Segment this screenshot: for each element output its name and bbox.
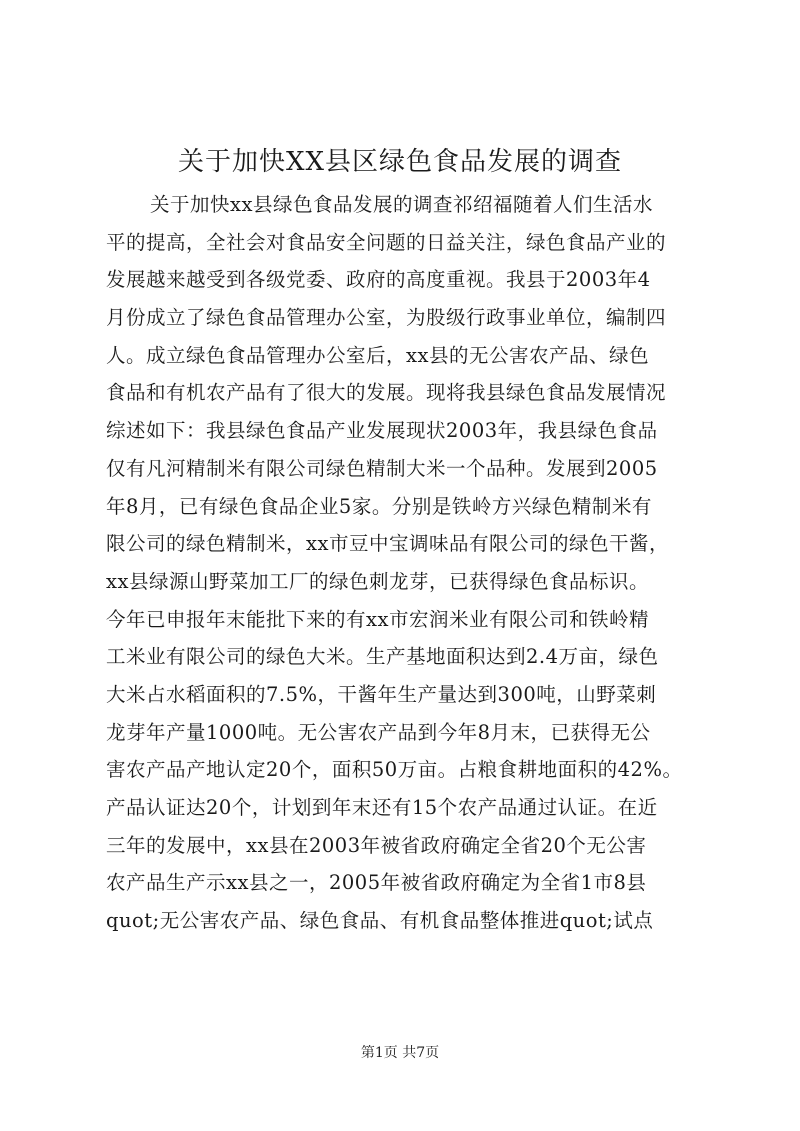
body-line: 限公司的绿色精制米，xx市豆中宝调味品有限公司的绿色干酱， <box>106 532 669 556</box>
body-line: 今年已申报年末能批下来的有xx市宏润米业有限公司和铁岭精 <box>106 607 649 631</box>
body-line: 月份成立了绿色食品管理办公室，为股级行政事业单位，编制四 <box>106 306 667 330</box>
body-line: 综述如下：我县绿色食品产业发展现状2003年，我县绿色食品 <box>106 419 658 443</box>
body-line: 工米业有限公司的绿色大米。生产基地面积达到2.4万亩，绿色 <box>106 645 659 669</box>
body-line: 食品和有机农产品有了很大的发展。现将我县绿色食品发展情况 <box>106 381 667 405</box>
body-line: 平的提高，全社会对食品安全问题的日益关注，绿色食品产业的 <box>106 230 667 254</box>
body-line: xx县绿源山野菜加工厂的绿色刺龙芽，已获得绿色食品标识。 <box>106 569 649 593</box>
body-line: 仅有凡河精制米有限公司绿色精制大米一个品种。发展到2005 <box>106 456 658 480</box>
document-body <box>106 186 706 940</box>
body-line: 发展越来越受到各级党委、政府的高度重视。我县于2003年4 <box>106 268 651 292</box>
body-line: 龙芽年产量1000吨。无公害农产品到今年8月末，已获得无公 <box>106 720 651 744</box>
body-line: 害农产品产地认定20个，面积50万亩。占粮食耕地面积的42%。 <box>106 758 683 782</box>
body-line: 大米占水稻面积的7.5%，干酱年生产量达到300吨，山野菜刺 <box>106 682 657 706</box>
page-number-footer: 第1页 共7页 <box>360 1045 440 1061</box>
body-line: 三年的发展中，xx县在2003年被省政府确定全省20个无公害 <box>106 833 647 857</box>
body-line: quot;无公害农产品、绿色食品、有机食品整体推进quot;试点 <box>106 909 654 933</box>
document-title: 关于加快XX县区绿色食品发展的调查 <box>177 147 623 177</box>
body-line: 人。成立绿色食品管理办公室后，xx县的无公害农产品、绿色 <box>106 343 649 367</box>
body-line: 关于加快xx县绿色食品发展的调查祁绍福随着人们生活水 <box>150 193 653 216</box>
body-line: 产品认证达20个，计划到年末还有15个农产品通过认证。在近 <box>106 796 658 819</box>
body-line: 农产品生产示xx县之一，2005年被省政府确定为全省1市8县 <box>106 871 647 895</box>
body-line: 年8月，已有绿色食品企业5家。分别是铁岭方兴绿色精制米有 <box>106 494 652 518</box>
